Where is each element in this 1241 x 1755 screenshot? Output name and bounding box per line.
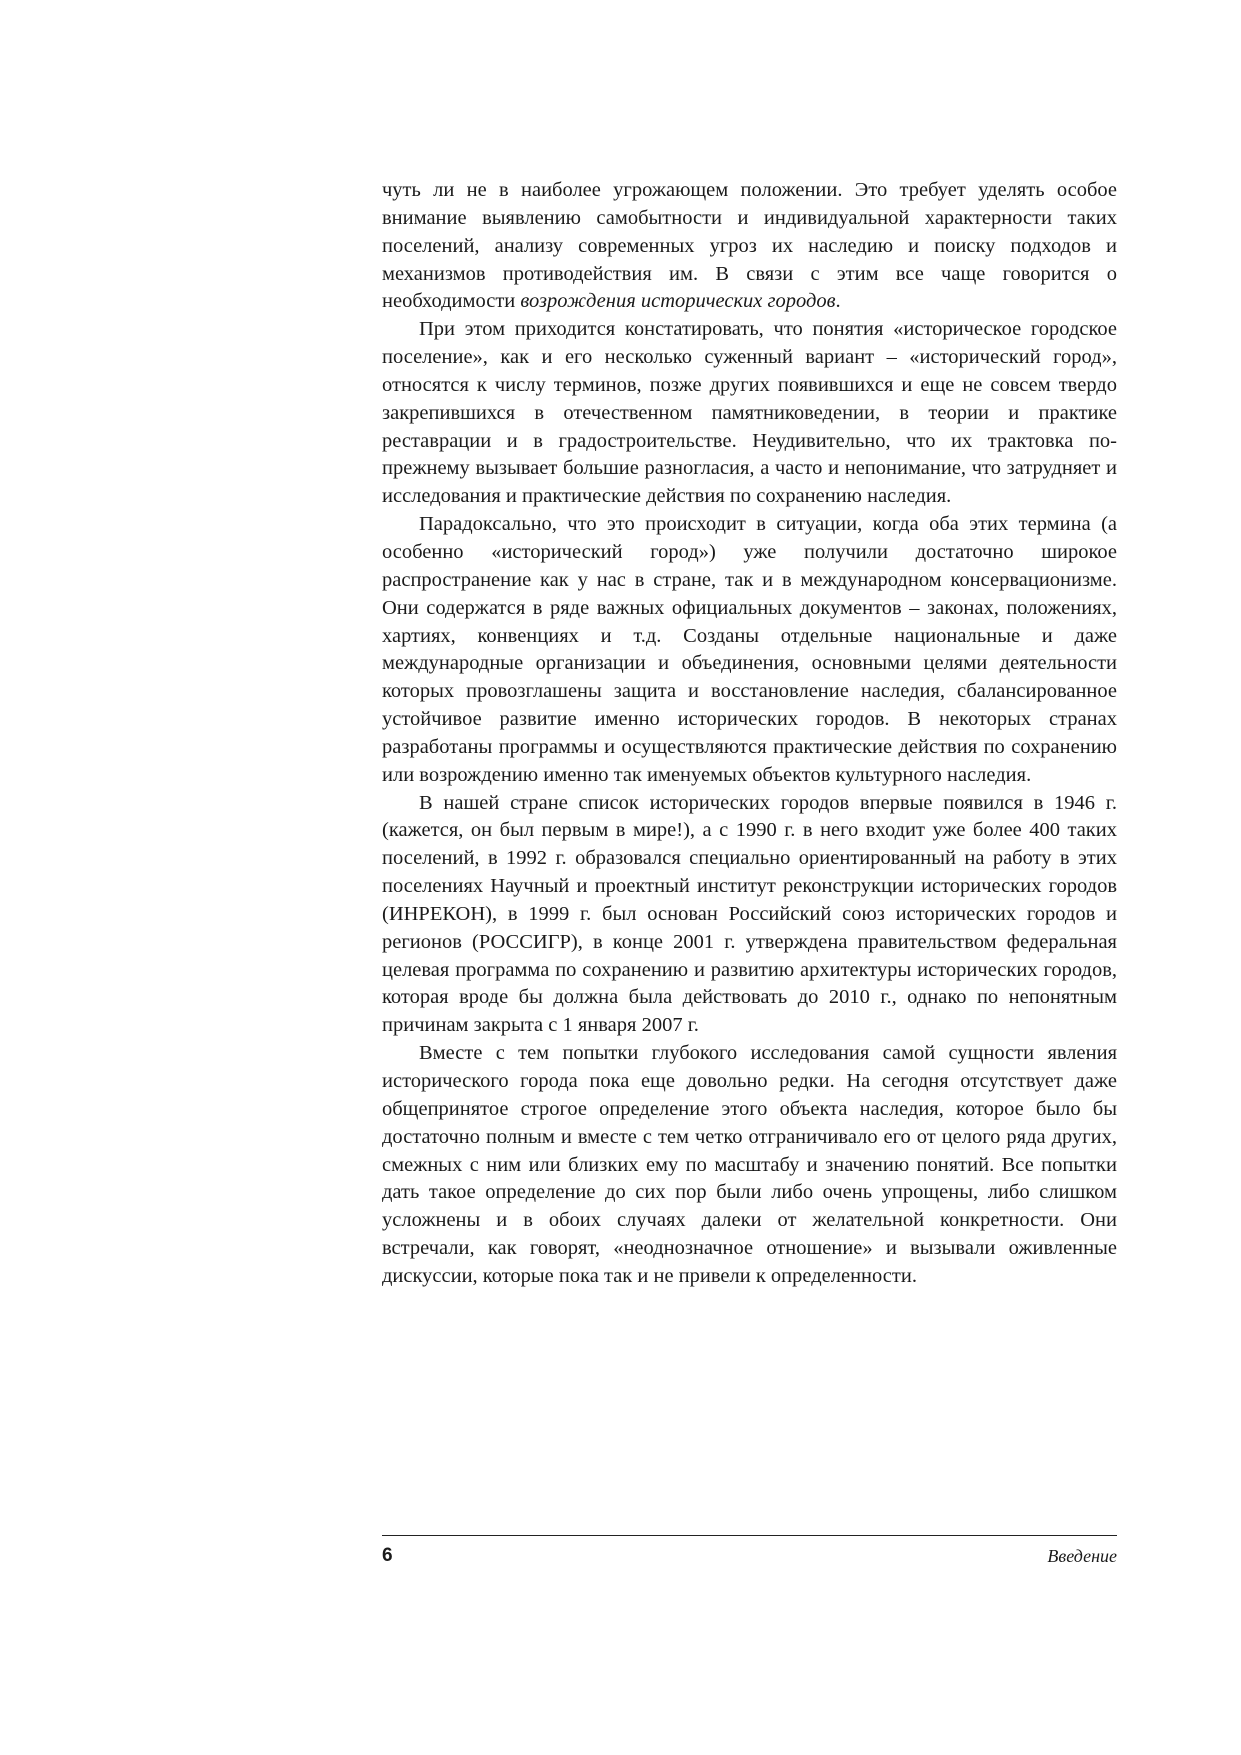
paragraph-3: Парадоксально, что это происходит в ситуации, когда оба этих термина (а особенно «исторический город») уже получили достаточно широкое распространение как у нас в стране, так и в международном консервационизме. Они содержатся в ряде важных официальных документов – законах, положениях, хартиях, конвенциях и т.д. Созданы отдельные национальные и даже международные организации и объединения, основными целями деятельности которых провозглашены защита и восстановление наследия, сбалансированное устойчивое развитие именно исторических городов. В некоторых странах разработаны программы и осуществляются практические действия по сохранению или возрождению именно так именуемых объектов культурного наследия. bbox=[382, 513, 1117, 786]
paragraph-1-text: чуть ли не в наиболее угрожающем положении. Это требует уделять особое внимание выявлению самобытности и индивидуальной характерности таких поселений, анализу современных угроз их наследию и поиску подходов и механизмов противодействия им. В связи с этим все чаще говорится о необходимости bbox=[382, 179, 1117, 313]
paragraph-1 bbox=[382, 177, 1117, 316]
paragraph-5: Вместе с тем попытки глубокого исследования самой сущности явления исторического города пока еще довольно редки. На сегодня отсутствует даже общепринятое строгое определение этого объекта наследия, которое было бы достаточно полным и вместе с тем четко отграничивало его от целого ряда других, смежных с ним или близких ему по масштабу и значению понятий. Все попытки дать такое определение до сих пор были либо очень упрощены, либо слишком усложнены и в обоих случаях далеки от желательной конкретности. Они встречали, как говорят, «неоднозначное отношение» и вызывали оживленные дискуссии, которые пока так и не привели к определенности. bbox=[382, 1042, 1117, 1287]
body-text bbox=[382, 177, 1117, 1291]
running-footer-title: Введение bbox=[1047, 1546, 1117, 1566]
paragraph-1-emphasis: возрождения исторических городов bbox=[520, 290, 836, 313]
footer-divider bbox=[382, 1535, 1117, 1536]
page-number: 6 bbox=[382, 1545, 393, 1566]
paragraph-2: При этом приходится констатировать, что понятия «историческое городское поселение», как и его несколько суженный вариант – «исторический город», относятся к числу терминов, позже других появившихся и еще не совсем твердо закрепившихся в отечественном памятниковедении, в теории и практике реставрации и в градостроительстве. Неудивительно, что их трактовка по-прежнему вызывает большие разногласия, а часто и непонимание, что затрудняет и исследования и практические действия по сохранению наследия. bbox=[382, 318, 1117, 508]
paragraph-4: В нашей стране список исторических городов впервые появился в 1946 г. (кажется, он был первым в мире!), а с 1990 г. в него входит уже более 400 таких поселений, в 1992 г. образовался специально ориентированный на работу в этих поселениях Научный и проектный институт реконструкции исторических городов (ИНРЕКОН), в 1999 г. был основан Российский союз исторических городов и регионов (РОССИГР), в конце 2001 г. утверждена правительством федеральная целевая программа по сохранению и развитию архитектуры исторических городов, которая вроде бы должна была действовать до 2010 г., однако по непонятным причинам закрыта с 1 января 2007 г. bbox=[382, 791, 1117, 1037]
paragraph-1-end: . bbox=[835, 290, 841, 313]
